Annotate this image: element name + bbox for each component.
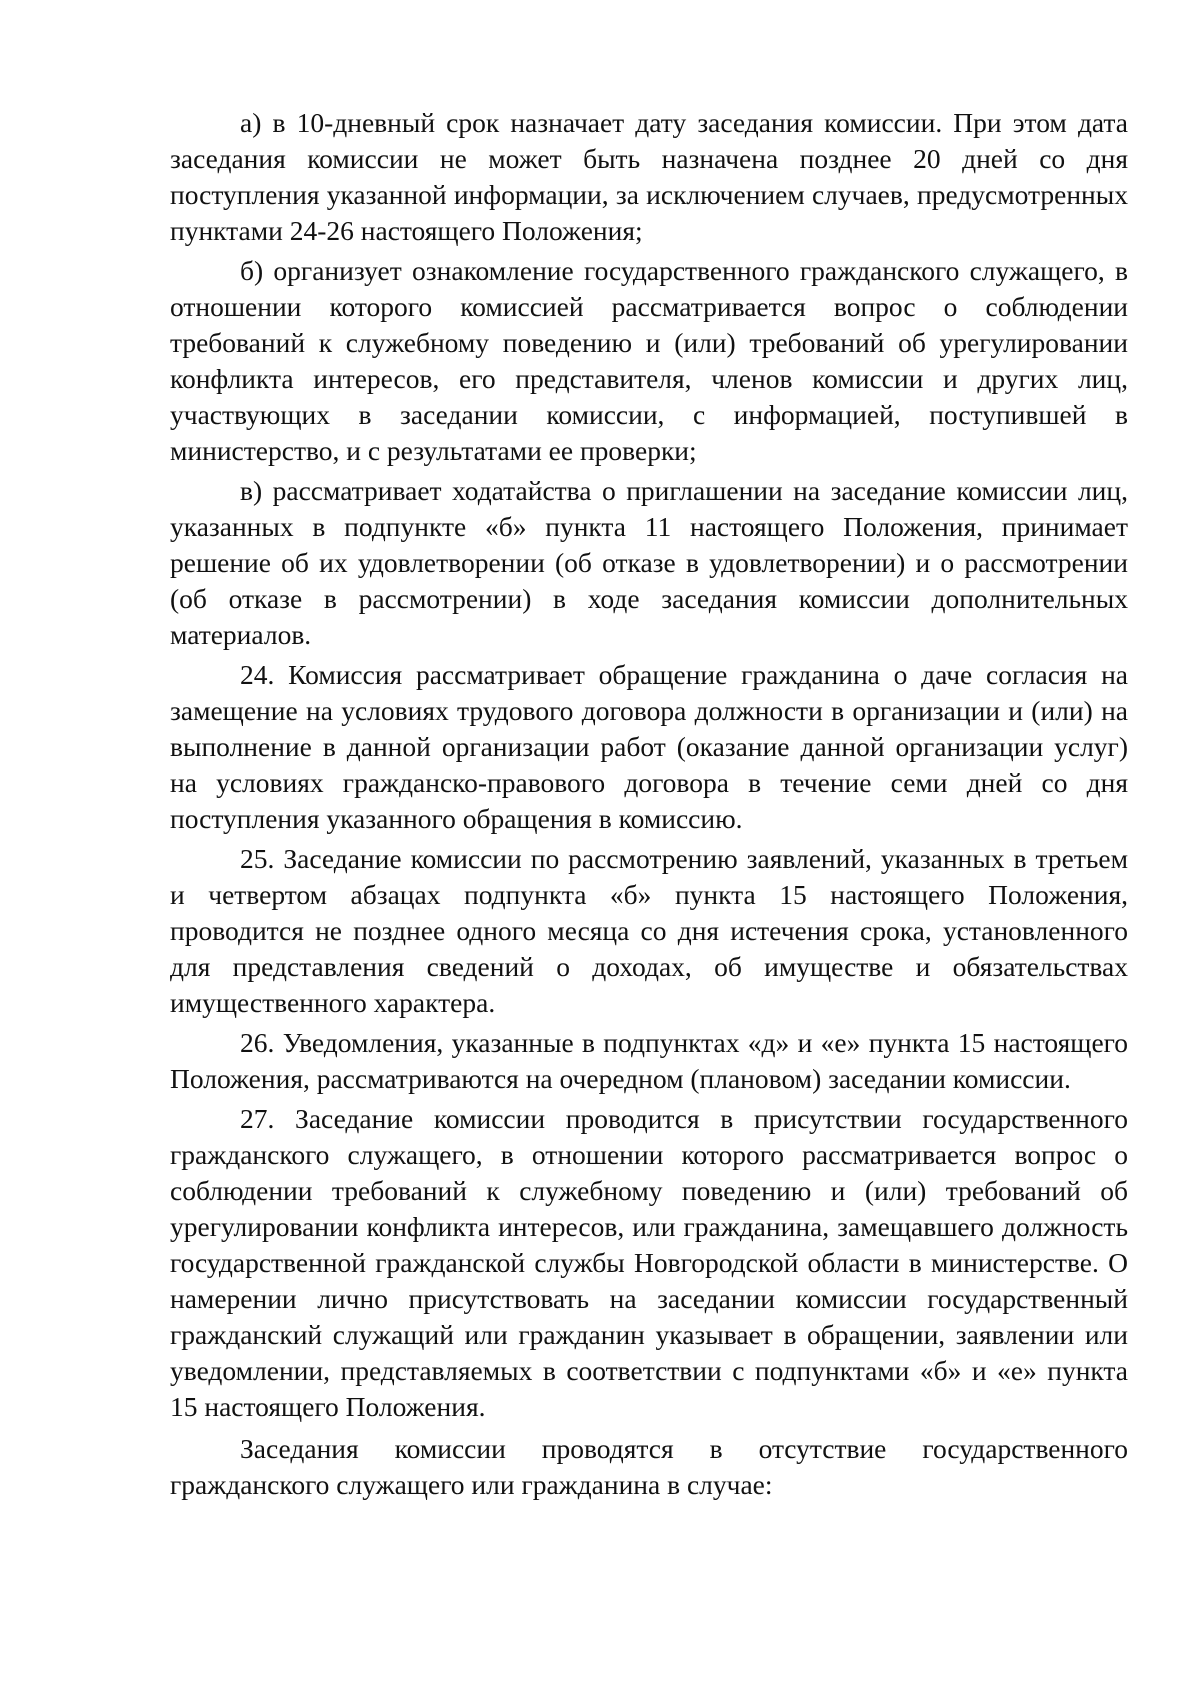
paragraph-item-24: 24. Комиссия рассматривает обращение гражданина о даче согласия на замещение на условиях трудового договора должности в организации и (или) на выполнение в данной организации работ (оказание данной организации услуг) на условиях гражданско-правового договора в течение семи дней со дня поступления указанного обращения в комиссию. <box>170 659 1128 834</box>
document-body <box>170 105 1128 1507</box>
paragraph-item-26: 26. Уведомления, указанные в подпунктах «д» и «е» пункта 15 настоящего Положения, рассматриваются на очередном (плановом) заседании комиссии. <box>170 1027 1128 1094</box>
paragraph-item-25: 25. Заседание комиссии по рассмотрению заявлений, указанных в третьем и четвертом абзацах подпункта «б» пункта 15 настоящего Положения, проводится не позднее одного месяца со дня истечения срока, установленного для представления сведений о доходах, об имуществе и обязательствах имущественного характера. <box>170 843 1128 1018</box>
paragraph-subitem-v: в) рассматривает ходатайства о приглашении на заседание комиссии лиц, указанных в подпункте «б» пункта 11 настоящего Положения, принимает решение об их удовлетворении (об отказе в удовлетворении) и о рассмотрении (об отказе в рассмотрении) в ходе заседания комиссии дополнительных материалов. <box>170 475 1128 650</box>
paragraph-absence-cases: Заседания комиссии проводятся в отсутствие государственного гражданского служащего или гражданина в случае: <box>170 1433 1128 1500</box>
paragraph-item-27: 27. Заседание комиссии проводится в присутствии государственного гражданского служащего, в отношении которого рассматривается вопрос о соблюдении требований к служебному поведению и (или) требований об урегулировании конфликта интересов, или гражданина, замещавшего должность государственной гражданской службы Новгородской области в министерстве. О намерении лично присутствовать на заседании комиссии государственный гражданский служащий или гражданин указывает в обращении, заявлении или уведомлении, представляемых в соответствии с подпунктами «б» и «е» пункта 15 настоящего Положения. <box>170 1103 1128 1422</box>
paragraph-subitem-a: а) в 10-дневный срок назначает дату заседания комиссии. При этом дата заседания комиссии не может быть назначена позднее 20 дней со дня поступления указанной информации, за исключением случаев, предусмотренных пунктами 24-26 настоящего Положения; <box>170 107 1128 246</box>
paragraph-subitem-b: б) организует ознакомление государственного гражданского служащего, в отношении которого комиссией рассматривается вопрос о соблюдении требований к служебному поведению и (или) требований об урегулировании конфликта интересов, его представителя, членов комиссии и других лиц, участвующих в заседании комиссии, с информацией, поступившей в министерство, и с результатами ее проверки; <box>170 255 1128 466</box>
